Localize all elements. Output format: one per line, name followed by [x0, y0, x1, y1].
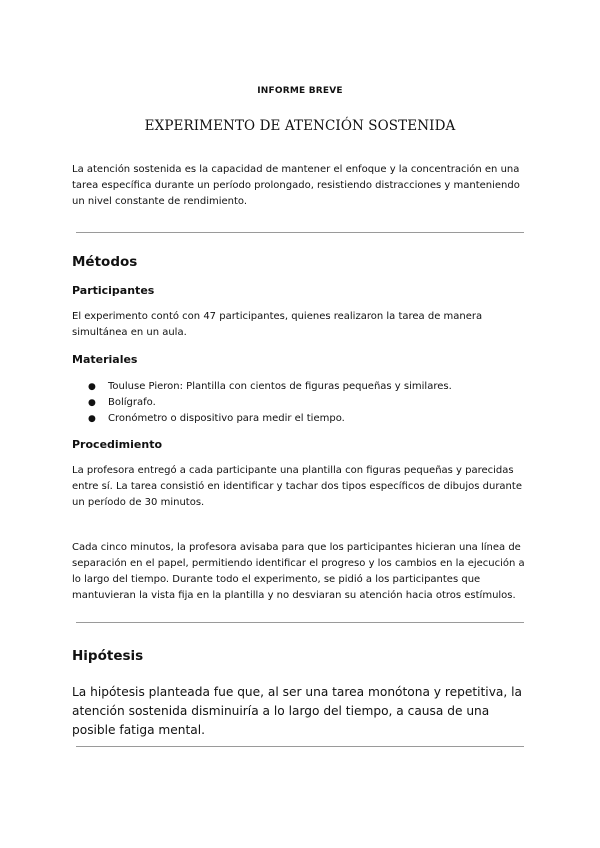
hypothesis-paragraph: La hipótesis planteada fue que, al ser una tarea monótona y repetitiva, la atención sostenida disminuiría a lo largo del tiempo, a causa de una posible fatiga mental.	[72, 685, 522, 737]
procedure-paragraph-2: Cada cinco minutos, la profesora avisaba para que los participantes hicieran una línea de separación en el papel, permitiendo identificar el progreso y los cambios en la ejecución a lo largo del tiempo. Durante todo el experimento, se pidió a los participantes que mantuvieran la vista fija en la plantilla y no desviaran su atención hacia otros estímulos.	[72, 542, 525, 601]
materials-heading: Materiales	[72, 353, 138, 366]
list-item	[72, 411, 528, 427]
section-divider	[76, 746, 524, 747]
section-divider	[76, 232, 524, 233]
intro-paragraph: La atención sostenida es la capacidad de mantener el enfoque y la concentración en una tarea específica durante un período prolongado, resistiendo distracciones y manteniendo un nivel constante de rendimiento.	[72, 164, 520, 207]
list-item	[72, 379, 528, 395]
participants-heading: Participantes	[72, 284, 155, 297]
procedure-heading: Procedimiento	[72, 438, 163, 451]
section-divider	[76, 622, 524, 623]
document-kicker: INFORME BREVE	[257, 86, 343, 96]
bullet-icon: ●	[88, 414, 96, 424]
list-item-text: Cronómetro o dispositivo para medir el tiempo.	[108, 413, 345, 424]
materials-list	[72, 379, 528, 427]
bullet-icon: ●	[88, 382, 96, 392]
procedure-paragraph-1: La profesora entregó a cada participante una plantilla con figuras pequeñas y parecidas entre sí. La tarea consistió en identificar y tachar dos tipos específicos de dibujos durante un período de 30 minutos.	[72, 465, 522, 508]
participants-paragraph: El experimento contó con 47 participantes, quienes realizaron la tarea de manera simultánea en un aula.	[72, 311, 483, 338]
bullet-icon: ●	[88, 398, 96, 408]
document-title: EXPERIMENTO DE ATENCIÓN SOSTENIDA	[144, 118, 456, 134]
list-item	[72, 395, 528, 411]
methods-heading: Métodos	[72, 254, 138, 270]
list-item-text: Bolígrafo.	[108, 397, 156, 408]
list-item-text: Touluse Pieron: Plantilla con cientos de figuras pequeñas y similares.	[108, 381, 452, 392]
hypothesis-heading: Hipótesis	[72, 648, 144, 664]
